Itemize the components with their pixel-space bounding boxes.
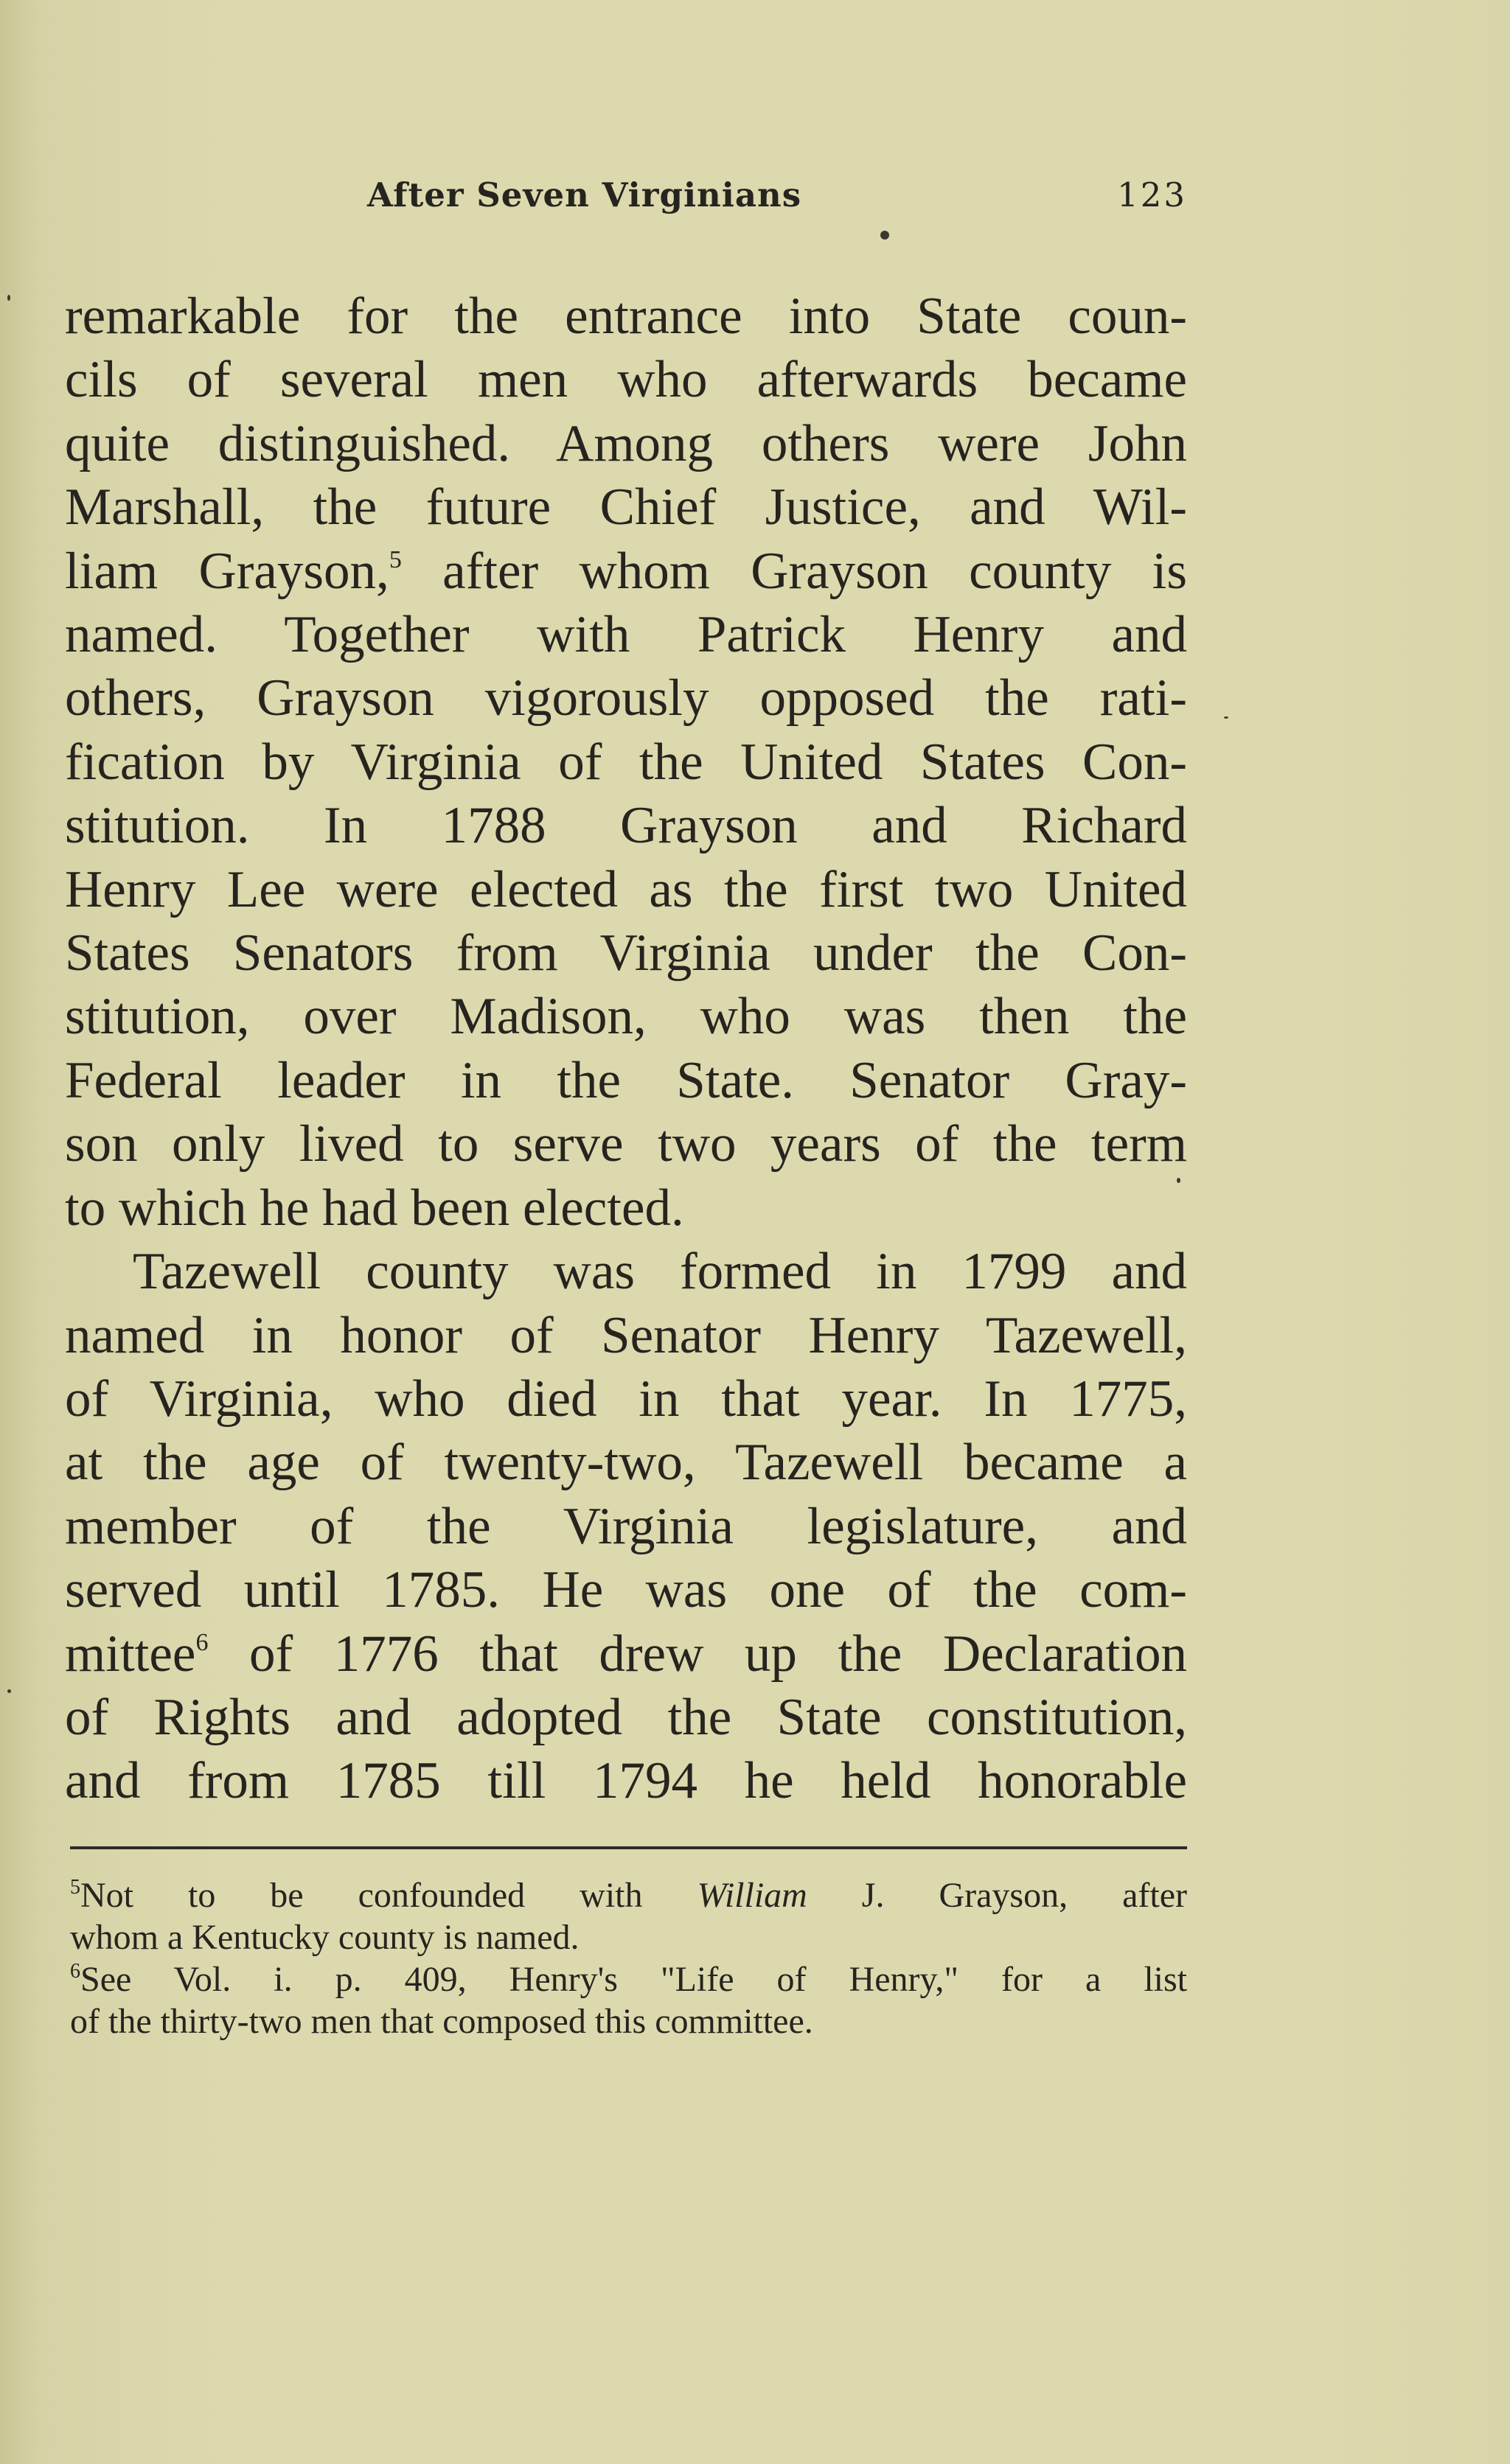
footnote-reference: 5 (389, 545, 402, 573)
text-fragment: liam Grayson, (65, 542, 389, 600)
text-fragment: after whom Grayson county is (442, 542, 1187, 600)
text-line: remarkable for the entrance into State coun- (65, 287, 1187, 345)
text-line: and from 1785 till 1794 he held honorable (65, 1752, 1187, 1810)
footnote-text: See Vol. i. p. 409, Henry's "Life of Henry," for a list (80, 1960, 1187, 1999)
text-line: stitution, over Madison, who was then the (65, 988, 1187, 1046)
footnote-marker: 5 (70, 1876, 80, 1899)
footnotes (70, 1874, 1187, 2042)
footnote-6 (70, 1958, 1187, 2000)
text-line (65, 540, 1187, 603)
text-line: Marshall, the future Chief Justice, and Wil- (65, 478, 1187, 537)
ink-speck (880, 231, 889, 240)
footnote-text: whom a Kentucky county is named. (70, 1918, 580, 1957)
text-line: States Senators from Virginia under the Con- (65, 924, 1187, 983)
text-line: son only lived to serve two years of the term (65, 1115, 1187, 1173)
footnote-text: Not to be confounded with (80, 1876, 697, 1915)
running-title: After Seven Virginians (367, 175, 802, 214)
footnote-reference: 6 (195, 1628, 209, 1656)
ink-speck (1224, 716, 1228, 719)
text-line: fication by Virginia of the United States Con- (65, 733, 1187, 791)
text-line: member of the Virginia legislature, and (65, 1497, 1187, 1555)
text-line: at the age of twenty-two, Tazewell became a (65, 1434, 1187, 1492)
text-line (65, 1622, 1187, 1686)
footnote-5 (70, 1874, 1187, 1916)
footnote-divider (70, 1846, 1187, 1849)
text-line: others, Grayson vigorously opposed the rati- (65, 669, 1187, 727)
text-line: named. Together with Patrick Henry and (65, 606, 1187, 664)
text-line: of Rights and adopted the State constitution, (65, 1688, 1187, 1746)
page-header (65, 175, 1187, 227)
footnote-text: J. Grayson, after (807, 1876, 1187, 1915)
ink-speck (7, 1689, 11, 1693)
text-line: Federal leader in the State. Senator Gray- (65, 1051, 1187, 1109)
text-line: Henry Lee were elected as the first two United (65, 860, 1187, 918)
footnote-text: of the thirty-two men that composed this committee. (70, 2002, 813, 2041)
text-line: cils of several men who afterwards became (65, 351, 1187, 409)
footnote-italic: William (697, 1876, 807, 1915)
text-line: stitution. In 1788 Grayson and Richard (65, 797, 1187, 855)
text-line: to which he had been elected. (65, 1179, 684, 1237)
body-text (65, 285, 1187, 1813)
text-line: served until 1785. He was one of the com- (65, 1561, 1187, 1619)
text-fragment: mittee (65, 1624, 196, 1683)
text-line: Tazewell county was formed in 1799 and (133, 1243, 1187, 1301)
text-line: quite distinguished. Among others were John (65, 414, 1187, 472)
page-number: 123 (1117, 175, 1187, 214)
text-fragment: of 1776 that drew up the Declaration (249, 1624, 1187, 1683)
ink-speck (7, 295, 10, 301)
footnote-marker: 6 (70, 1960, 80, 1983)
text-line: of Virginia, who died in that year. In 1775, (65, 1369, 1187, 1428)
text-line: named in honor of Senator Henry Tazewell, (65, 1306, 1187, 1364)
